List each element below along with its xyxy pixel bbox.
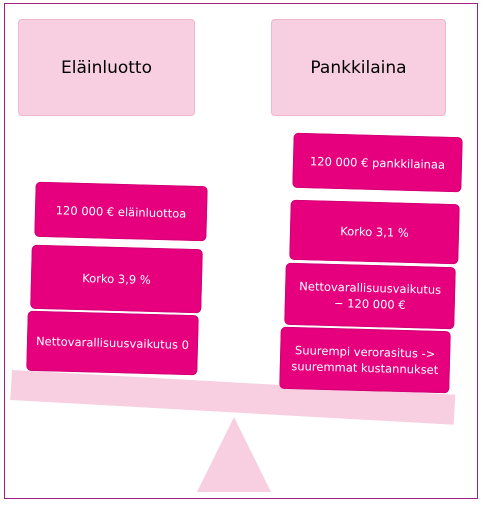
left-item-interest: Korko 3,9 % xyxy=(30,245,203,313)
right-title: Pankkilaina xyxy=(310,57,407,78)
right-item-tax-burden: Suurempi verorasitus -> suuremmat kustannukset xyxy=(279,327,451,393)
right-title-box xyxy=(271,19,446,116)
right-item-interest: Korko 3,1 % xyxy=(289,200,460,264)
right-item-net-wealth: Nettovarallisuusvaikutus − 120 000 € xyxy=(284,263,456,329)
balance-pivot xyxy=(197,417,271,492)
left-item-loan-amount: 120 000 € eläinluottoa xyxy=(34,182,207,241)
left-title: Eläinluotto xyxy=(60,57,152,78)
left-title-box xyxy=(18,19,195,116)
left-item-net-wealth: Nettovarallisuusvaikutus 0 xyxy=(26,311,199,375)
right-item-loan-amount: 120 000 € pankkilainaa xyxy=(292,133,462,192)
